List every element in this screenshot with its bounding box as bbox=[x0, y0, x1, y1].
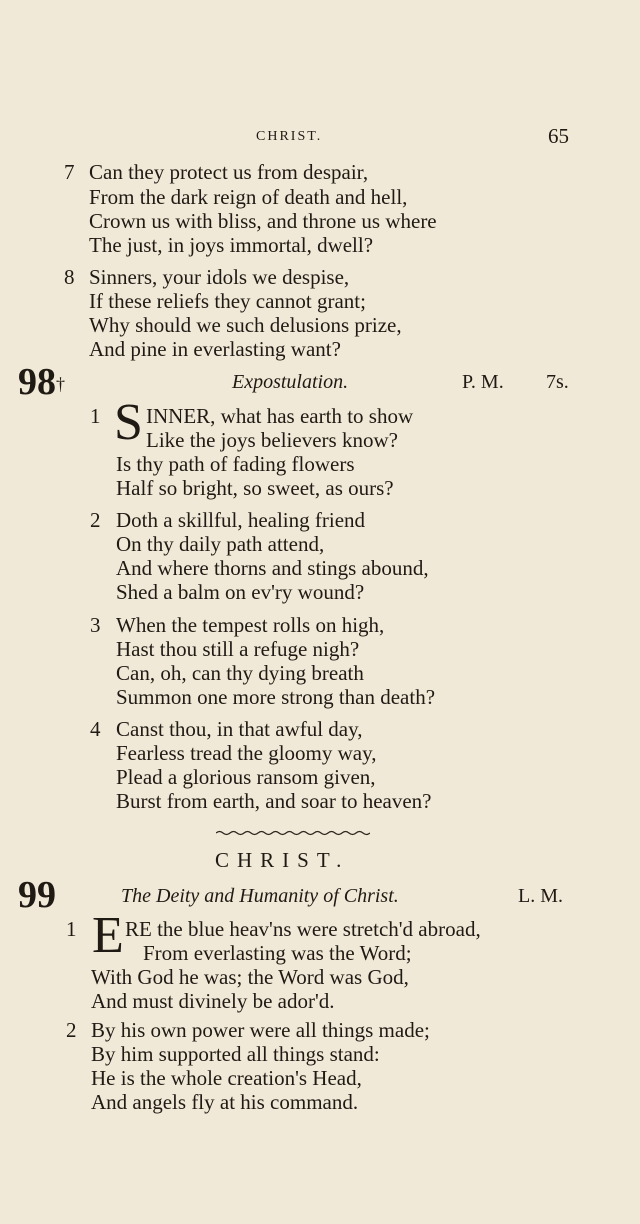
verse-line: And must divinely be ador'd. bbox=[91, 989, 335, 1013]
verse-line: And where thorns and stings abound, bbox=[116, 556, 429, 580]
hymn-meter-detail: 7s. bbox=[546, 371, 569, 393]
verse-line: Summon one more strong than death? bbox=[116, 685, 436, 709]
verse-line: Canst thou, in that awful day, bbox=[116, 717, 363, 741]
hymn-meter: P. M. bbox=[462, 371, 504, 393]
verse-number: 1 bbox=[90, 404, 101, 428]
verse-line: By him supported all things stand: bbox=[91, 1042, 380, 1066]
verse-line: Can, oh, can thy dying breath bbox=[116, 661, 364, 685]
dagger-mark: † bbox=[56, 374, 65, 394]
verse-number: 1 bbox=[66, 917, 77, 941]
verse-line: When the tempest rolls on high, bbox=[116, 613, 385, 637]
verse-line: The just, in joys immortal, dwell? bbox=[89, 233, 374, 257]
verse-line: Shed a balm on ev'ry wound? bbox=[116, 580, 365, 604]
verse-line: Can they protect us from despair, bbox=[89, 160, 369, 184]
verse-number: 7 bbox=[64, 160, 75, 184]
verse-line: If these reliefs they cannot grant; bbox=[89, 289, 366, 313]
verse-line: He is the whole creation's Head, bbox=[91, 1066, 362, 1090]
verse-number: 2 bbox=[66, 1018, 77, 1042]
verse-line: From everlasting was the Word; bbox=[143, 941, 412, 965]
hymn-title: Expostulation. bbox=[232, 371, 349, 393]
verse-number: 8 bbox=[64, 265, 75, 289]
verse-line: Burst from earth, and soar to heaven? bbox=[116, 789, 432, 813]
verse-line: Plead a glorious ransom given, bbox=[116, 765, 376, 789]
verse-line: Sinners, your idols we despise, bbox=[89, 265, 350, 289]
verse-line: By his own power were all things made; bbox=[91, 1018, 430, 1042]
running-title: CHRIST. bbox=[256, 129, 323, 144]
hymn-meter: L. M. bbox=[518, 885, 563, 907]
verse-number: 4 bbox=[90, 717, 101, 741]
verse-line: And pine in everlasting want? bbox=[89, 337, 341, 361]
verse-line: Half so bright, so sweet, as ours? bbox=[116, 476, 394, 500]
verse-number: 2 bbox=[90, 508, 101, 532]
verse-line: And angels fly at his command. bbox=[91, 1090, 359, 1114]
verse-line: INNER, what has earth to show bbox=[146, 404, 414, 428]
verse-line: Crown us with bliss, and throne us where bbox=[89, 209, 437, 233]
verse-line: Like the joys believers know? bbox=[146, 428, 398, 452]
hymn-title: The Deity and Humanity of Christ. bbox=[121, 885, 399, 907]
page-number: 65 bbox=[548, 124, 569, 148]
verse-line: RE the blue heav'ns were stretch'd abroad, bbox=[125, 917, 481, 941]
verse-line: Why should we such delusions prize, bbox=[89, 313, 402, 337]
drop-cap: S bbox=[114, 394, 143, 451]
verse-line: On thy daily path attend, bbox=[116, 532, 325, 556]
hymn-number: 99 bbox=[18, 874, 56, 916]
verse-line: Hast thou still a refuge nigh? bbox=[116, 637, 360, 661]
ornament-divider bbox=[216, 830, 370, 836]
verse-line: From the dark reign of death and hell, bbox=[89, 185, 408, 209]
section-heading: CHRIST. bbox=[215, 848, 350, 872]
verse-number: 3 bbox=[90, 613, 101, 637]
hymn-number: 98† bbox=[18, 361, 65, 403]
verse-line: Doth a skillful, healing friend bbox=[116, 508, 366, 532]
verse-line: Is thy path of fading flowers bbox=[116, 452, 355, 476]
verse-line: Fearless tread the gloomy way, bbox=[116, 741, 377, 765]
drop-cap: E bbox=[92, 907, 124, 964]
verse-line: With God he was; the Word was God, bbox=[91, 965, 409, 989]
